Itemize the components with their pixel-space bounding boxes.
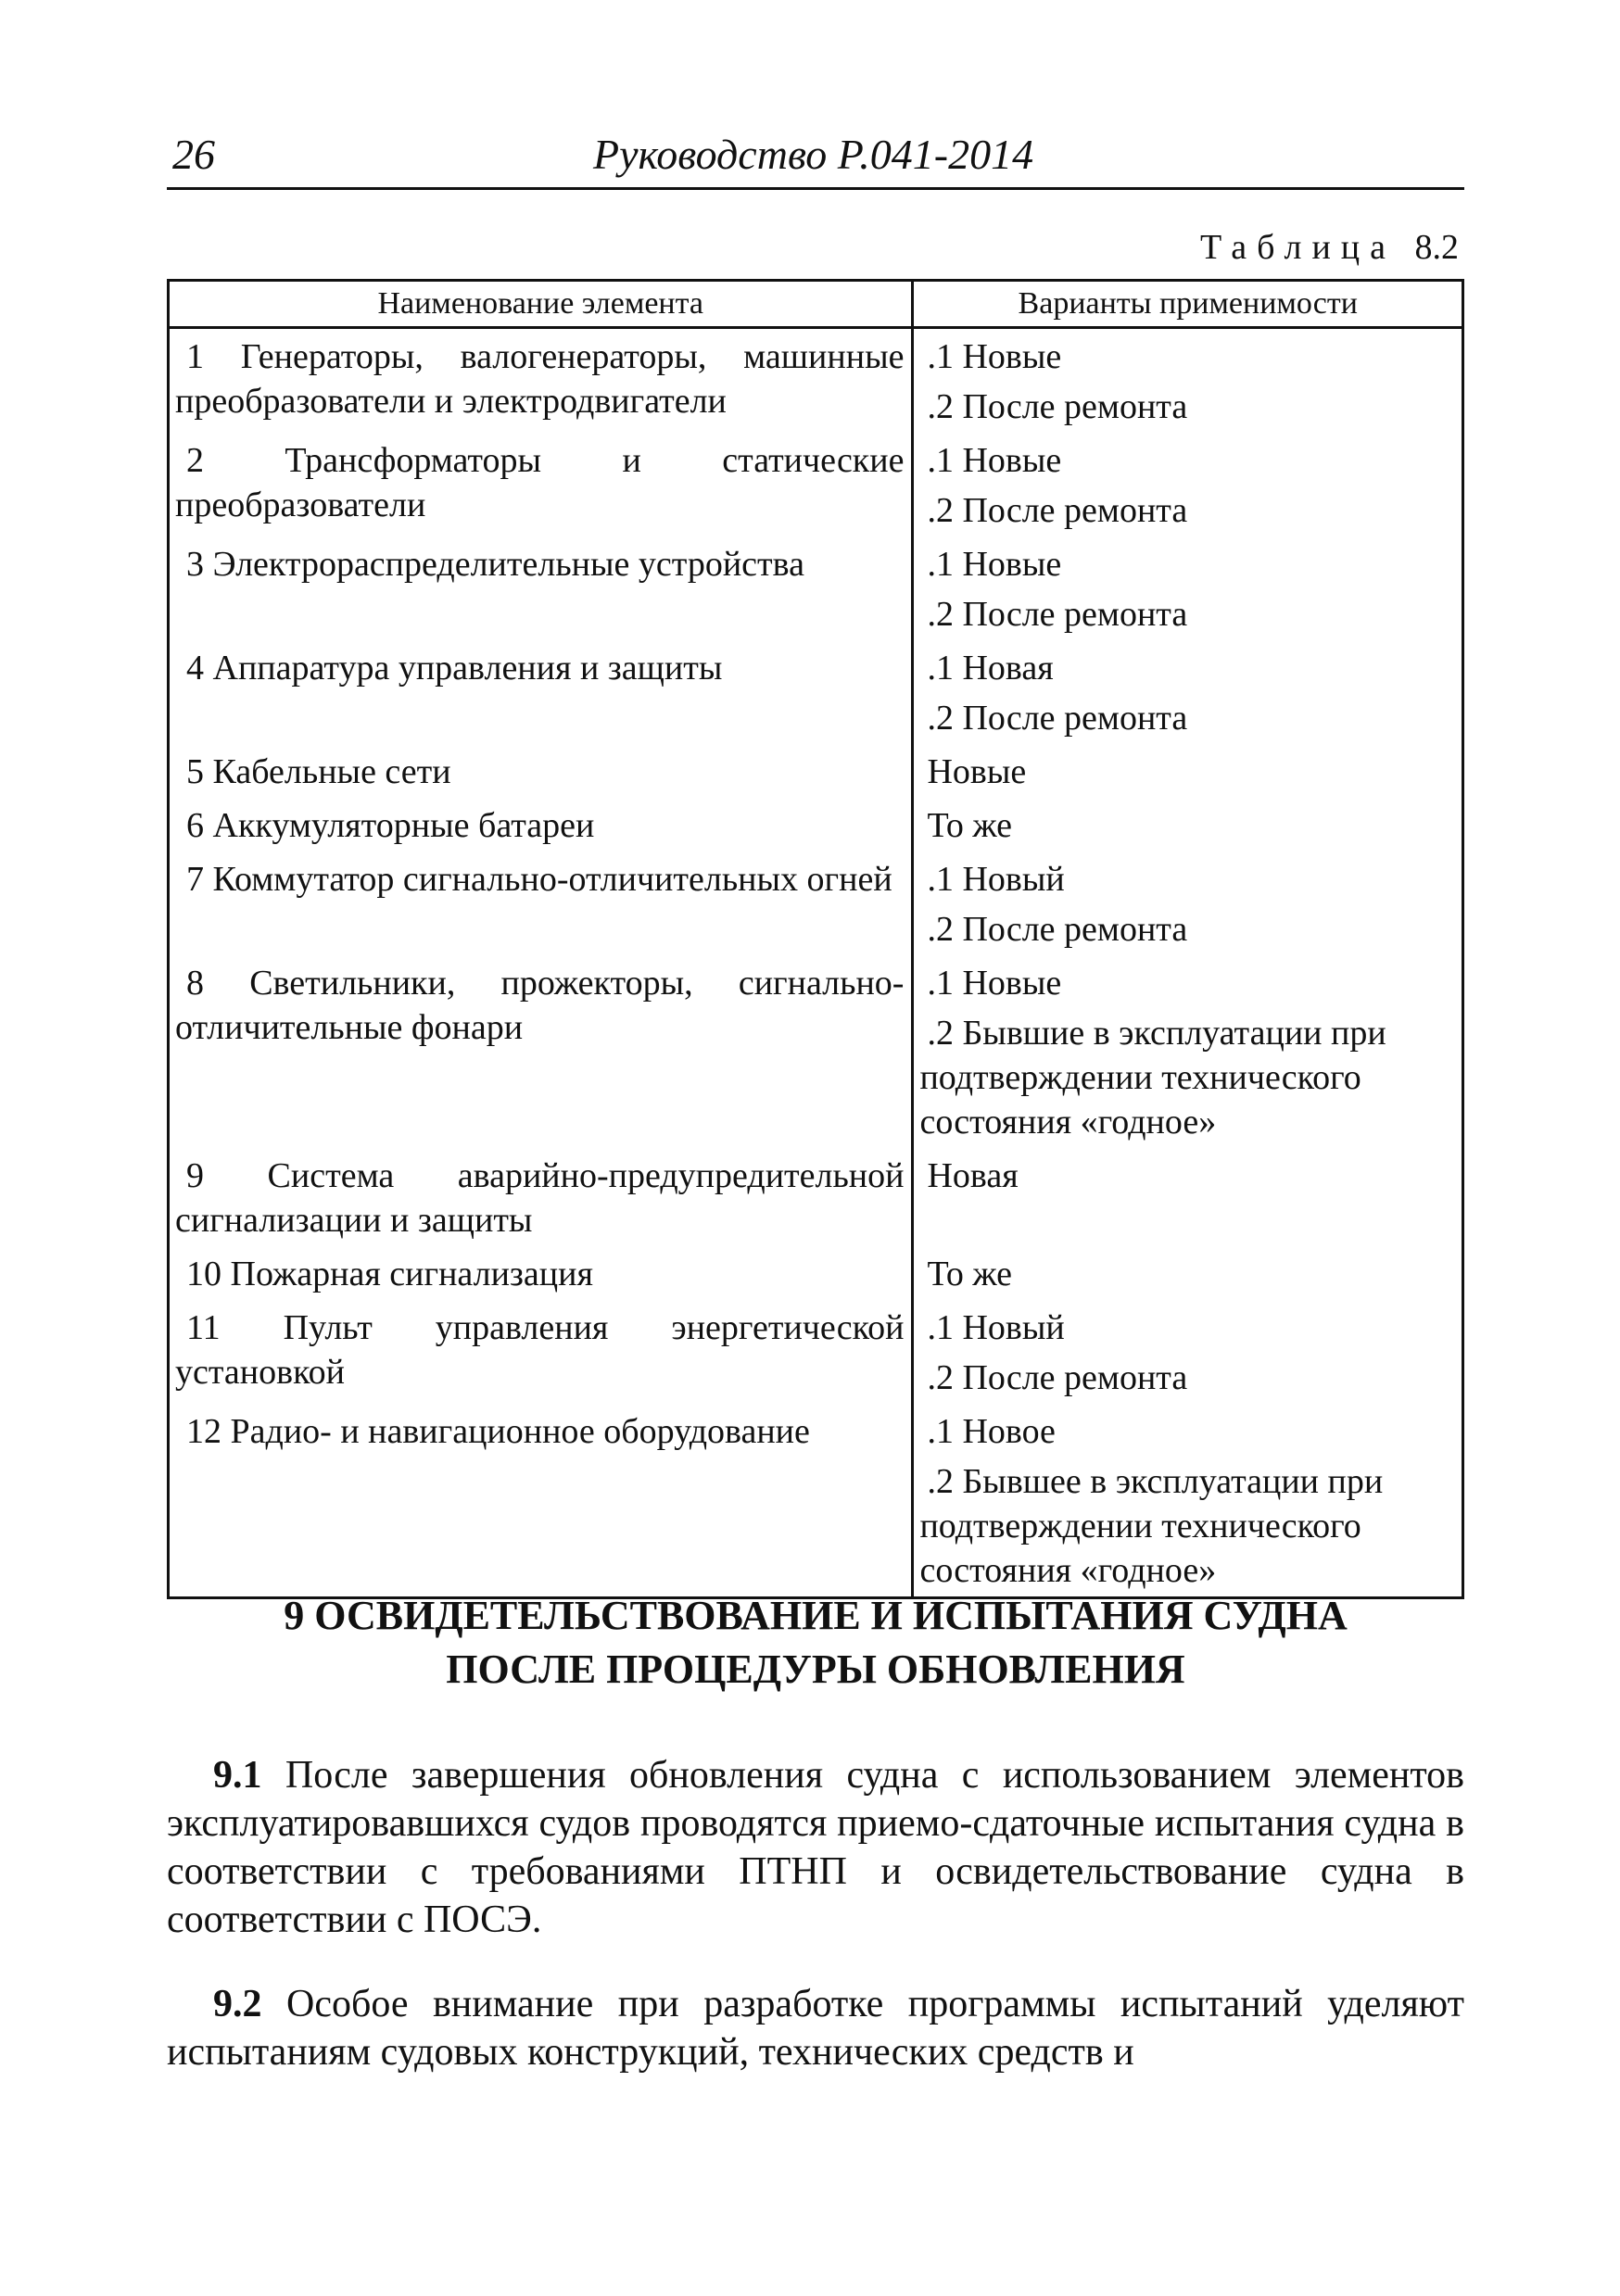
element-name-cell [169, 328, 913, 434]
element-name-cell [169, 798, 913, 852]
element-name-cell [169, 536, 913, 640]
paragraph-9-2 [167, 1980, 1464, 2076]
applicability-cell [913, 1148, 1463, 1246]
applicability-variant: .2 После ремонта [927, 595, 1188, 634]
applicability-variant: Новые [927, 752, 1027, 791]
table-body [169, 328, 1463, 1598]
applicability-variant: .2 После ремонта [927, 387, 1188, 426]
element-name: 12 Радио- и навигационное оборудование [186, 1412, 810, 1451]
column-header-applicability: Варианты применимости [913, 281, 1463, 328]
section-heading [167, 1589, 1464, 1697]
applicability-variant: .1 Новый [927, 860, 1065, 899]
paragraph-text: После завершения обновления судна с использованием элементов эксплуатировавшихся судов проводятся приемо-сдаточные испытания судна в соответствии с требованиями ПТНП и освидетельствование судна в соответствии с ПОСЭ. [167, 1754, 1465, 1941]
element-name: 2 Трансформаторы и статические преобразователи [175, 441, 905, 524]
applicability-variant: .2 После ремонта [927, 491, 1188, 530]
applicability-cell [913, 798, 1463, 852]
element-name-cell [169, 433, 913, 536]
table-header-row [169, 281, 1463, 328]
paragraph-number: 9.1 [213, 1754, 262, 1797]
element-name-cell [169, 1148, 913, 1246]
table-caption [1200, 227, 1459, 268]
running-header [167, 122, 1464, 190]
applicability-variant: .1 Новый [927, 1308, 1065, 1347]
table-row [169, 744, 1463, 798]
applicability-cell [913, 1404, 1463, 1598]
element-name-cell [169, 1404, 913, 1598]
element-name: 5 Кабельные сети [186, 752, 451, 791]
column-header-element-name: Наименование элемента [169, 281, 913, 328]
paragraph-9-1 [167, 1751, 1464, 1944]
table-row [169, 640, 1463, 744]
applicability-cell [913, 955, 1463, 1148]
applicability-variant: состояния «годное» [919, 1551, 1217, 1590]
applicability-variant: состояния «годное» [919, 1103, 1217, 1142]
table-caption-word: Таблица [1199, 228, 1396, 267]
section-heading-line-2: ПОСЛЕ ПРОЦЕДУРЫ ОБНОВЛЕНИЯ [446, 1646, 1185, 1692]
applicability-cell [913, 433, 1463, 536]
applicability-variant: .1 Новые [927, 441, 1062, 480]
element-name-cell [169, 955, 913, 1148]
element-name: 9 Система аварийно-предупредительной сигнализации и защиты [175, 1156, 905, 1240]
element-name: 8 Светильники, прожекторы, сигнально-отличительные фонари [175, 964, 905, 1047]
applicability-table [167, 279, 1464, 1599]
table-row [169, 1300, 1463, 1404]
page-number: 26 [172, 131, 215, 178]
applicability-variant: .2 После ремонта [927, 910, 1188, 949]
element-name: 11 Пульт управления энергетической установкой [175, 1308, 905, 1392]
element-name: 6 Аккумуляторные батареи [186, 806, 595, 845]
applicability-variant: .2 После ремонта [927, 1358, 1188, 1397]
paragraph-number: 9.2 [213, 1983, 262, 2025]
table-row [169, 1148, 1463, 1246]
element-name-cell [169, 852, 913, 955]
applicability-cell [913, 640, 1463, 744]
element-name: 4 Аппаратура управления и защиты [186, 649, 723, 688]
applicability-variant: .1 Новые [927, 337, 1062, 376]
applicability-variant: .1 Новая [927, 649, 1054, 688]
element-name: 7 Коммутатор сигнально-отличительных огней [186, 860, 892, 899]
table-row [169, 328, 1463, 434]
element-name-cell [169, 744, 913, 798]
table-row [169, 852, 1463, 955]
table-caption-number: 8.2 [1414, 228, 1459, 267]
applicability-variant: .2 После ремонта [927, 699, 1188, 738]
applicability-variant: .1 Новое [927, 1412, 1056, 1451]
applicability-cell [913, 328, 1463, 434]
table-row [169, 433, 1463, 536]
table-row [169, 1404, 1463, 1598]
applicability-variant: .2 Бывшее в эксплуатации при [927, 1462, 1384, 1501]
section-heading-line-1: 9 ОСВИДЕТЕЛЬСТВОВАНИЕ И ИСПЫТАНИЯ СУДНА [284, 1593, 1348, 1638]
applicability-cell [913, 1246, 1463, 1300]
table-row [169, 955, 1463, 1148]
applicability-cell [913, 536, 1463, 640]
applicability-variant: подтверждении технического [919, 1507, 1361, 1545]
applicability-variant: .1 Новые [927, 964, 1062, 1003]
applicability-cell [913, 744, 1463, 798]
element-name-cell [169, 640, 913, 744]
applicability-variant: То же [927, 1255, 1012, 1293]
table-row [169, 536, 1463, 640]
applicability-variant: .2 Бывшие в эксплуатации при [927, 1014, 1386, 1053]
document-title: Руководство Р.041-2014 [593, 131, 1034, 178]
applicability-variant: подтверждении технического [919, 1058, 1361, 1097]
table-row [169, 798, 1463, 852]
table-row [169, 1246, 1463, 1300]
element-name-cell [169, 1246, 913, 1300]
paragraph-text: Особое внимание при разработке программы испытаний уделяют испытаниям судовых конструкций, технических средств и [167, 1983, 1464, 2074]
element-name: 1 Генераторы, валогенераторы, машинные преобразователи и электродвигатели [175, 337, 905, 421]
element-name: 10 Пожарная сигнализация [186, 1255, 593, 1293]
applicability-cell [913, 852, 1463, 955]
element-name-cell [169, 1300, 913, 1404]
applicability-variant: То же [927, 806, 1012, 845]
element-name: 3 Электрораспределительные устройства [186, 545, 804, 584]
applicability-variant: Новая [927, 1156, 1019, 1195]
applicability-cell [913, 1300, 1463, 1404]
applicability-variant: .1 Новые [927, 545, 1062, 584]
